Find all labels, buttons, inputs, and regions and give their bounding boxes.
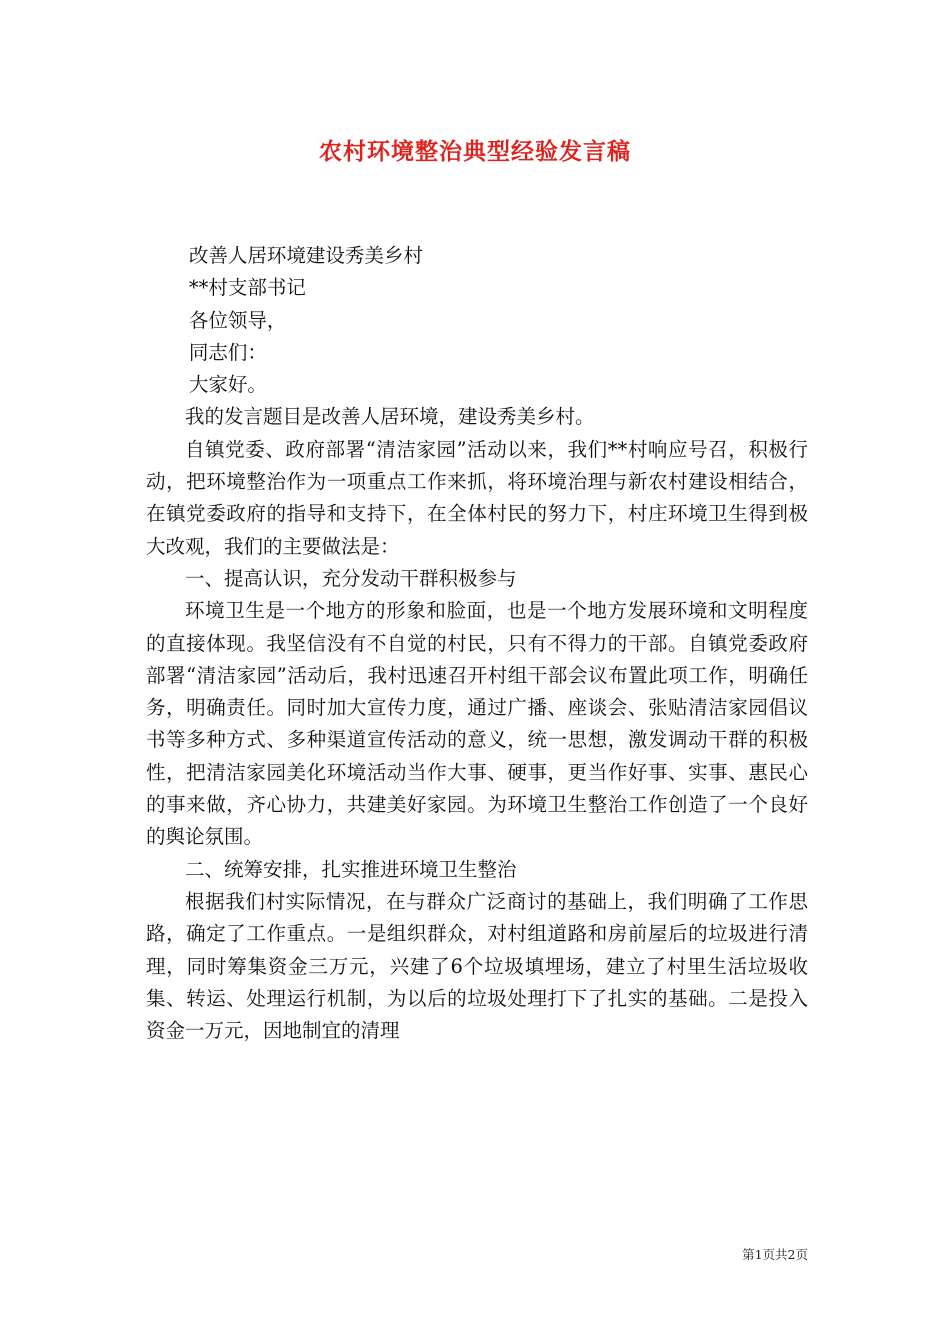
paragraph: 根据我们村实际情况，在与群众广泛商讨的基础上，我们明确了工作思路，确定了工作重点。一是组织群众，对村组道路和房前屋后的垃圾进行清理，同时筹集资金三万元，兴建了6个垃圾填埋场，建立了村里生活垃圾收集、转运、处理运行机制，为以后的垃圾处理打下了扎实的基础。二是投入资金一万元，因地制宜的清理 [146,889,808,1043]
salutation-comrades: 同志们： [188,340,267,364]
paragraph: 自镇党委、政府部署“清洁家园”活动以来，我们**村响应号召，积极行动，把环境整治作为一项重点工作来抓，将环境治理与新农村建设相结合，在镇党委政府的指导和支持下，在全体村民的努力下，村庄环境卫生得到极大改观，我们的主要做法是： [146,437,808,558]
section-heading: 二、统筹安排，扎实推进环境卫生整治 [185,857,517,881]
speech-topic: 改善人居环境建设秀美乡村 [188,244,423,267]
salutation-leaders: 各位领导， [188,308,287,332]
paragraph: 环境卫生是一个地方的形象和脸面，也是一个地方发展环境和文明程度的直接体现。我坚信没有不自觉的村民，只有不得力的干部。自镇党委政府部署“清洁家园”活动后，我村迅速召开村组干部会议布置此项工作，明确任务，明确责任。同时加大宣传力度，通过广播、座谈会、张贴清洁家园倡议书等多种方式、多种渠道宣传活动的意义，统一思想，激发调动干群的积极性，把清洁家园美化环境活动当作大事、硬事，更当作好事、实事、惠民心的事来做，齐心协力，共建美好家园。为环境卫生整治工作创造了一个良好的舆论氛围。 [146,599,808,849]
speaker-title: **村支部书记 [188,276,306,300]
document-body [146,240,808,1047]
page-number: 第1页共2页 [742,1247,808,1262]
greeting: 大家好。 [188,373,267,397]
paragraph: 我的发言题目是改善人居环境，建设秀美乡村。 [185,405,595,429]
document-title: 农村环境整治典型经验发言稿 [319,138,631,165]
section-heading: 一、提高认识，充分发动干群积极参与 [185,566,517,590]
